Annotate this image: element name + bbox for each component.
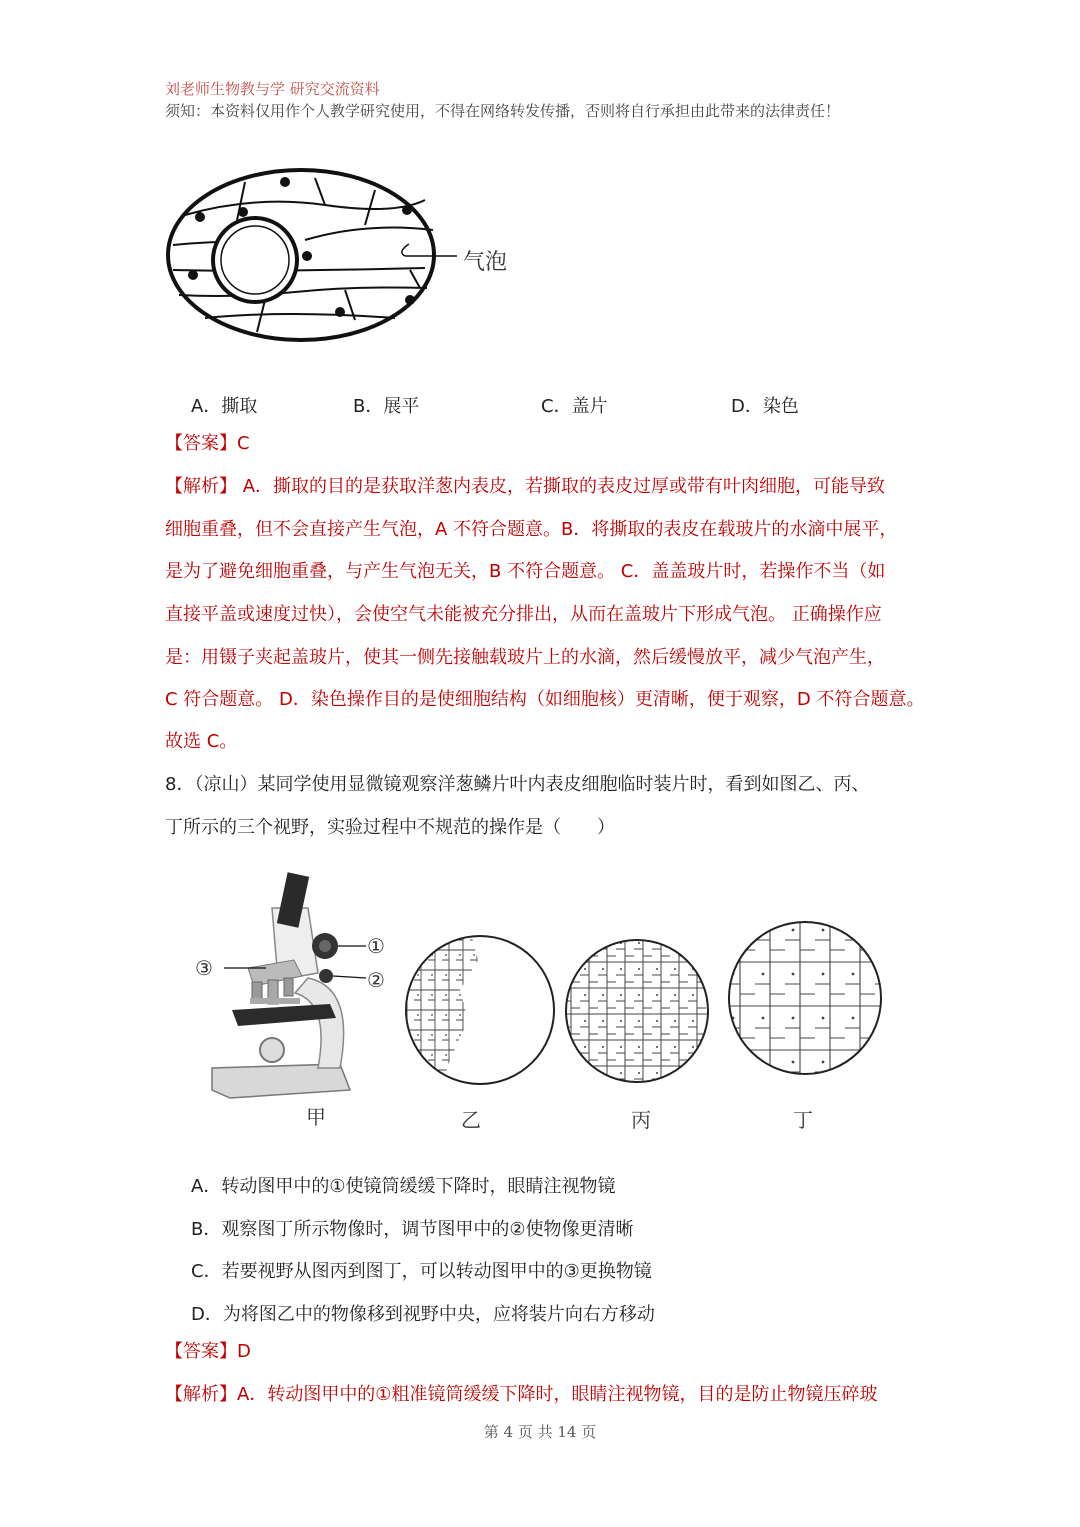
q8-option-a: A．转动图甲中的①使镜筒缓缓下降时，眼睛注视物镜	[191, 1176, 616, 1197]
header-title: 刘老师生物教与学 研究交流资料	[165, 80, 380, 98]
q8-stem-line: 丁所示的三个视野，实验过程中不规范的操作是（ ）	[165, 817, 615, 838]
q7-option-c: C．盖片	[541, 396, 608, 417]
header-notice: 须知：本资料仅用作个人教学研究使用，不得在网络转发传播，否则将自行承担由此带来的法律责任！	[165, 102, 841, 120]
q8-analysis-line: 【解析】A．转动图甲中的①粗准镜筒缓缓下降时，眼睛注视物镜，目的是防止物镜压碎玻	[165, 1384, 878, 1405]
label-ding: 丁	[793, 1108, 813, 1132]
q7-analysis-line: 直接平盖或速度过快），会使空气未能被充分排出，从而在盖玻片下形成气泡。 正确操作应	[165, 604, 882, 625]
q7-analysis-line: 故选 C。	[165, 731, 238, 752]
bubble-label: 气泡	[463, 250, 508, 275]
q7-option-b: B．展平	[353, 396, 420, 417]
q8-option-b: B．观察图丁所示物像时，调节图甲中的②使物像更清晰	[191, 1219, 634, 1240]
label-yi: 乙	[461, 1108, 481, 1132]
q7-analysis-line: 是为了避免细胞重叠，与产生气泡无关，B 不符合题意。 C．盖盖玻片时，若操作不当（如	[165, 561, 886, 582]
label-bing: 丙	[631, 1108, 651, 1132]
q7-analysis-line: 细胞重叠，但不会直接产生气泡，A 不符合题意。B．将撕取的表皮在载玻片的水滴中展平，	[165, 519, 898, 540]
callout-1: ①	[367, 934, 385, 958]
figure-field-yi	[400, 930, 560, 1090]
q7-option-d: D．染色	[731, 396, 799, 417]
q8-answer: 【答案】D	[165, 1341, 251, 1362]
q7-answer: 【答案】C	[165, 433, 250, 454]
q7-analysis-line: 【解析】 A．撕取的目的是获取洋葱内表皮，若撕取的表皮过厚或带有叶肉细胞，可能导致	[165, 476, 886, 497]
q8-stem-line: 8．（凉山）某同学使用显微镜观察洋葱鳞片叶内表皮细胞临时装片时，看到如图乙、丙、	[165, 774, 870, 795]
page-footer: 第 4 页 共 14 页	[483, 1423, 597, 1441]
callout-2: ②	[367, 968, 385, 992]
q8-option-c: C．若要视野从图丙到图丁，可以转动图甲中的③更换物镜	[191, 1261, 652, 1282]
q7-analysis-line: C 符合题意。 D．染色操作目的是使细胞结构（如细胞核）更清晰，便于观察，D 不符合题意。	[165, 689, 925, 710]
figure-field-bing	[562, 936, 712, 1086]
label-jia: 甲	[306, 1105, 326, 1129]
figure-field-ding	[725, 918, 885, 1078]
q7-analysis-line: 是：用镊子夹起盖玻片，使其一侧先接触载玻片上的水滴，然后缓慢放平，减少气泡产生，	[165, 647, 885, 668]
callout-3: ③	[195, 956, 213, 980]
q7-option-a: A．撕取	[191, 396, 258, 417]
q8-option-d: D．为将图乙中的物像移到视野中央，应将装片向右方移动	[191, 1304, 655, 1325]
